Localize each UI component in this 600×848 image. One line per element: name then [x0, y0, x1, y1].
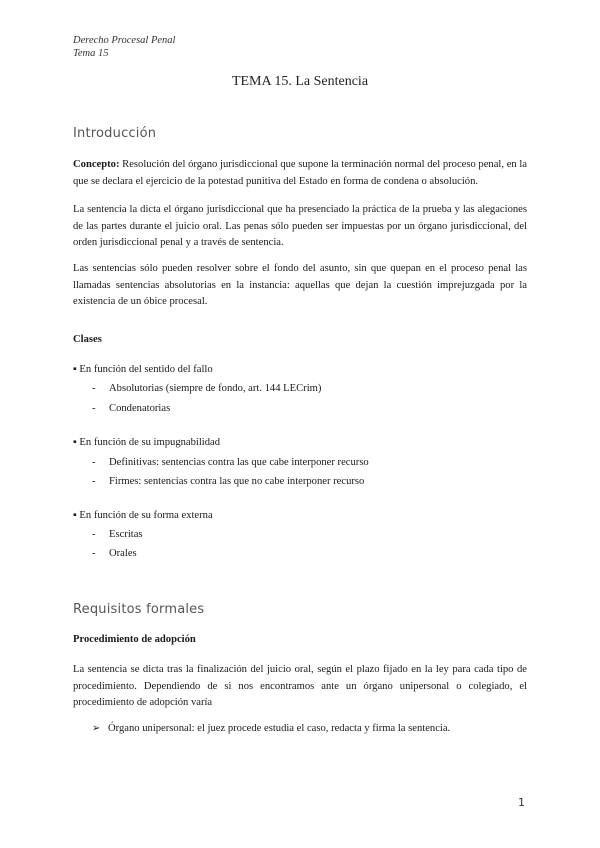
list-item-label: En función de su forma externa — [79, 510, 213, 521]
section-heading-requisitos: Requisitos formales — [73, 602, 205, 617]
list-item: - Condenatorias — [92, 403, 171, 414]
list-item-label: En función de su impugnabilidad — [79, 437, 221, 448]
list-item-label: Orales — [109, 548, 137, 559]
subheading-procedimiento: Procedimiento de adopción — [73, 634, 196, 645]
list-item-label: Definitivas: sentencias contra las que cabe interponer recurso — [109, 457, 369, 468]
concepto-paragraph — [73, 157, 527, 190]
list-item: - Escritas — [92, 529, 143, 540]
list-item-label: Absolutorias (siempre de fondo, art. 144 LECrim) — [109, 383, 322, 394]
subheading-clases: Clases — [73, 334, 102, 345]
list-item-label: En función del sentido del fallo — [79, 364, 213, 375]
list-item — [92, 723, 450, 734]
list-item-label: Escritas — [109, 529, 143, 540]
page-number: 1 — [518, 796, 525, 809]
header-topic: Tema 15 — [73, 48, 109, 59]
list-item: - Orales — [92, 548, 137, 559]
arrow-bullet-icon: ➢ — [92, 723, 101, 734]
header-course: Derecho Procesal Penal — [73, 35, 176, 46]
list-item-label: Órgano unipersonal: el juez procede estudia el caso, redacta y firma la sentencia. — [108, 723, 451, 734]
concepto-text: Resolución del órgano jurisdiccional que supone la terminación normal del proceso penal, en la que se declara el ejercicio de la potestad punitiva del Estado en forma de condena o absolución. — [73, 159, 527, 187]
list-item: ▪ En función de su forma externa — [73, 510, 213, 521]
list-item: - Absolutorias (siempre de fondo, art. 144 LECrim) — [92, 383, 322, 394]
paragraph-procedimiento: La sentencia se dicta tras la finalización del juicio oral, según el plazo fijado en la ley para cada tipo de procedimiento. Dependiendo de si nos encontramos ante un órgano unipersonal o colegiado, el procedimiento de adopción varía — [73, 664, 527, 709]
running-header — [73, 34, 175, 60]
list-item: ▪ En función del sentido del fallo — [73, 364, 213, 375]
concepto-label: Concepto: — [73, 159, 120, 170]
list-item: ▪ En función de su impugnabilidad — [73, 437, 221, 448]
list-item: - Definitivas: sentencias contra las que cabe interponer recurso — [92, 457, 369, 468]
list-item-label: Condenatorias — [109, 403, 171, 414]
list-item-label: Firmes: sentencias contra las que no cabe interponer recurso — [109, 476, 365, 487]
page-title: TEMA 15. La Sentencia — [231, 74, 369, 89]
list-item: - Firmes: sentencias contra las que no cabe interponer recurso — [92, 476, 365, 487]
paragraph-dicta: La sentencia la dicta el órgano jurisdiccional que ha presenciado la práctica de la prueba y las alegaciones de las partes durante el juicio oral. Las penas sólo pueden ser impuestas por un órgano jurisdiccional, del orden jurisdiccional penal y a través de sentencia. — [73, 204, 527, 249]
paragraph-fondo: Las sentencias sólo pueden resolver sobre el fondo del asunto, sin que quepan en el proceso penal las llamadas sentencias absolutorias en la instancia: aquellas que dejan la cuestión imprejuzgada por la existencia de un óbice procesal. — [73, 263, 527, 308]
section-heading-introduccion: Introducción — [73, 126, 157, 141]
